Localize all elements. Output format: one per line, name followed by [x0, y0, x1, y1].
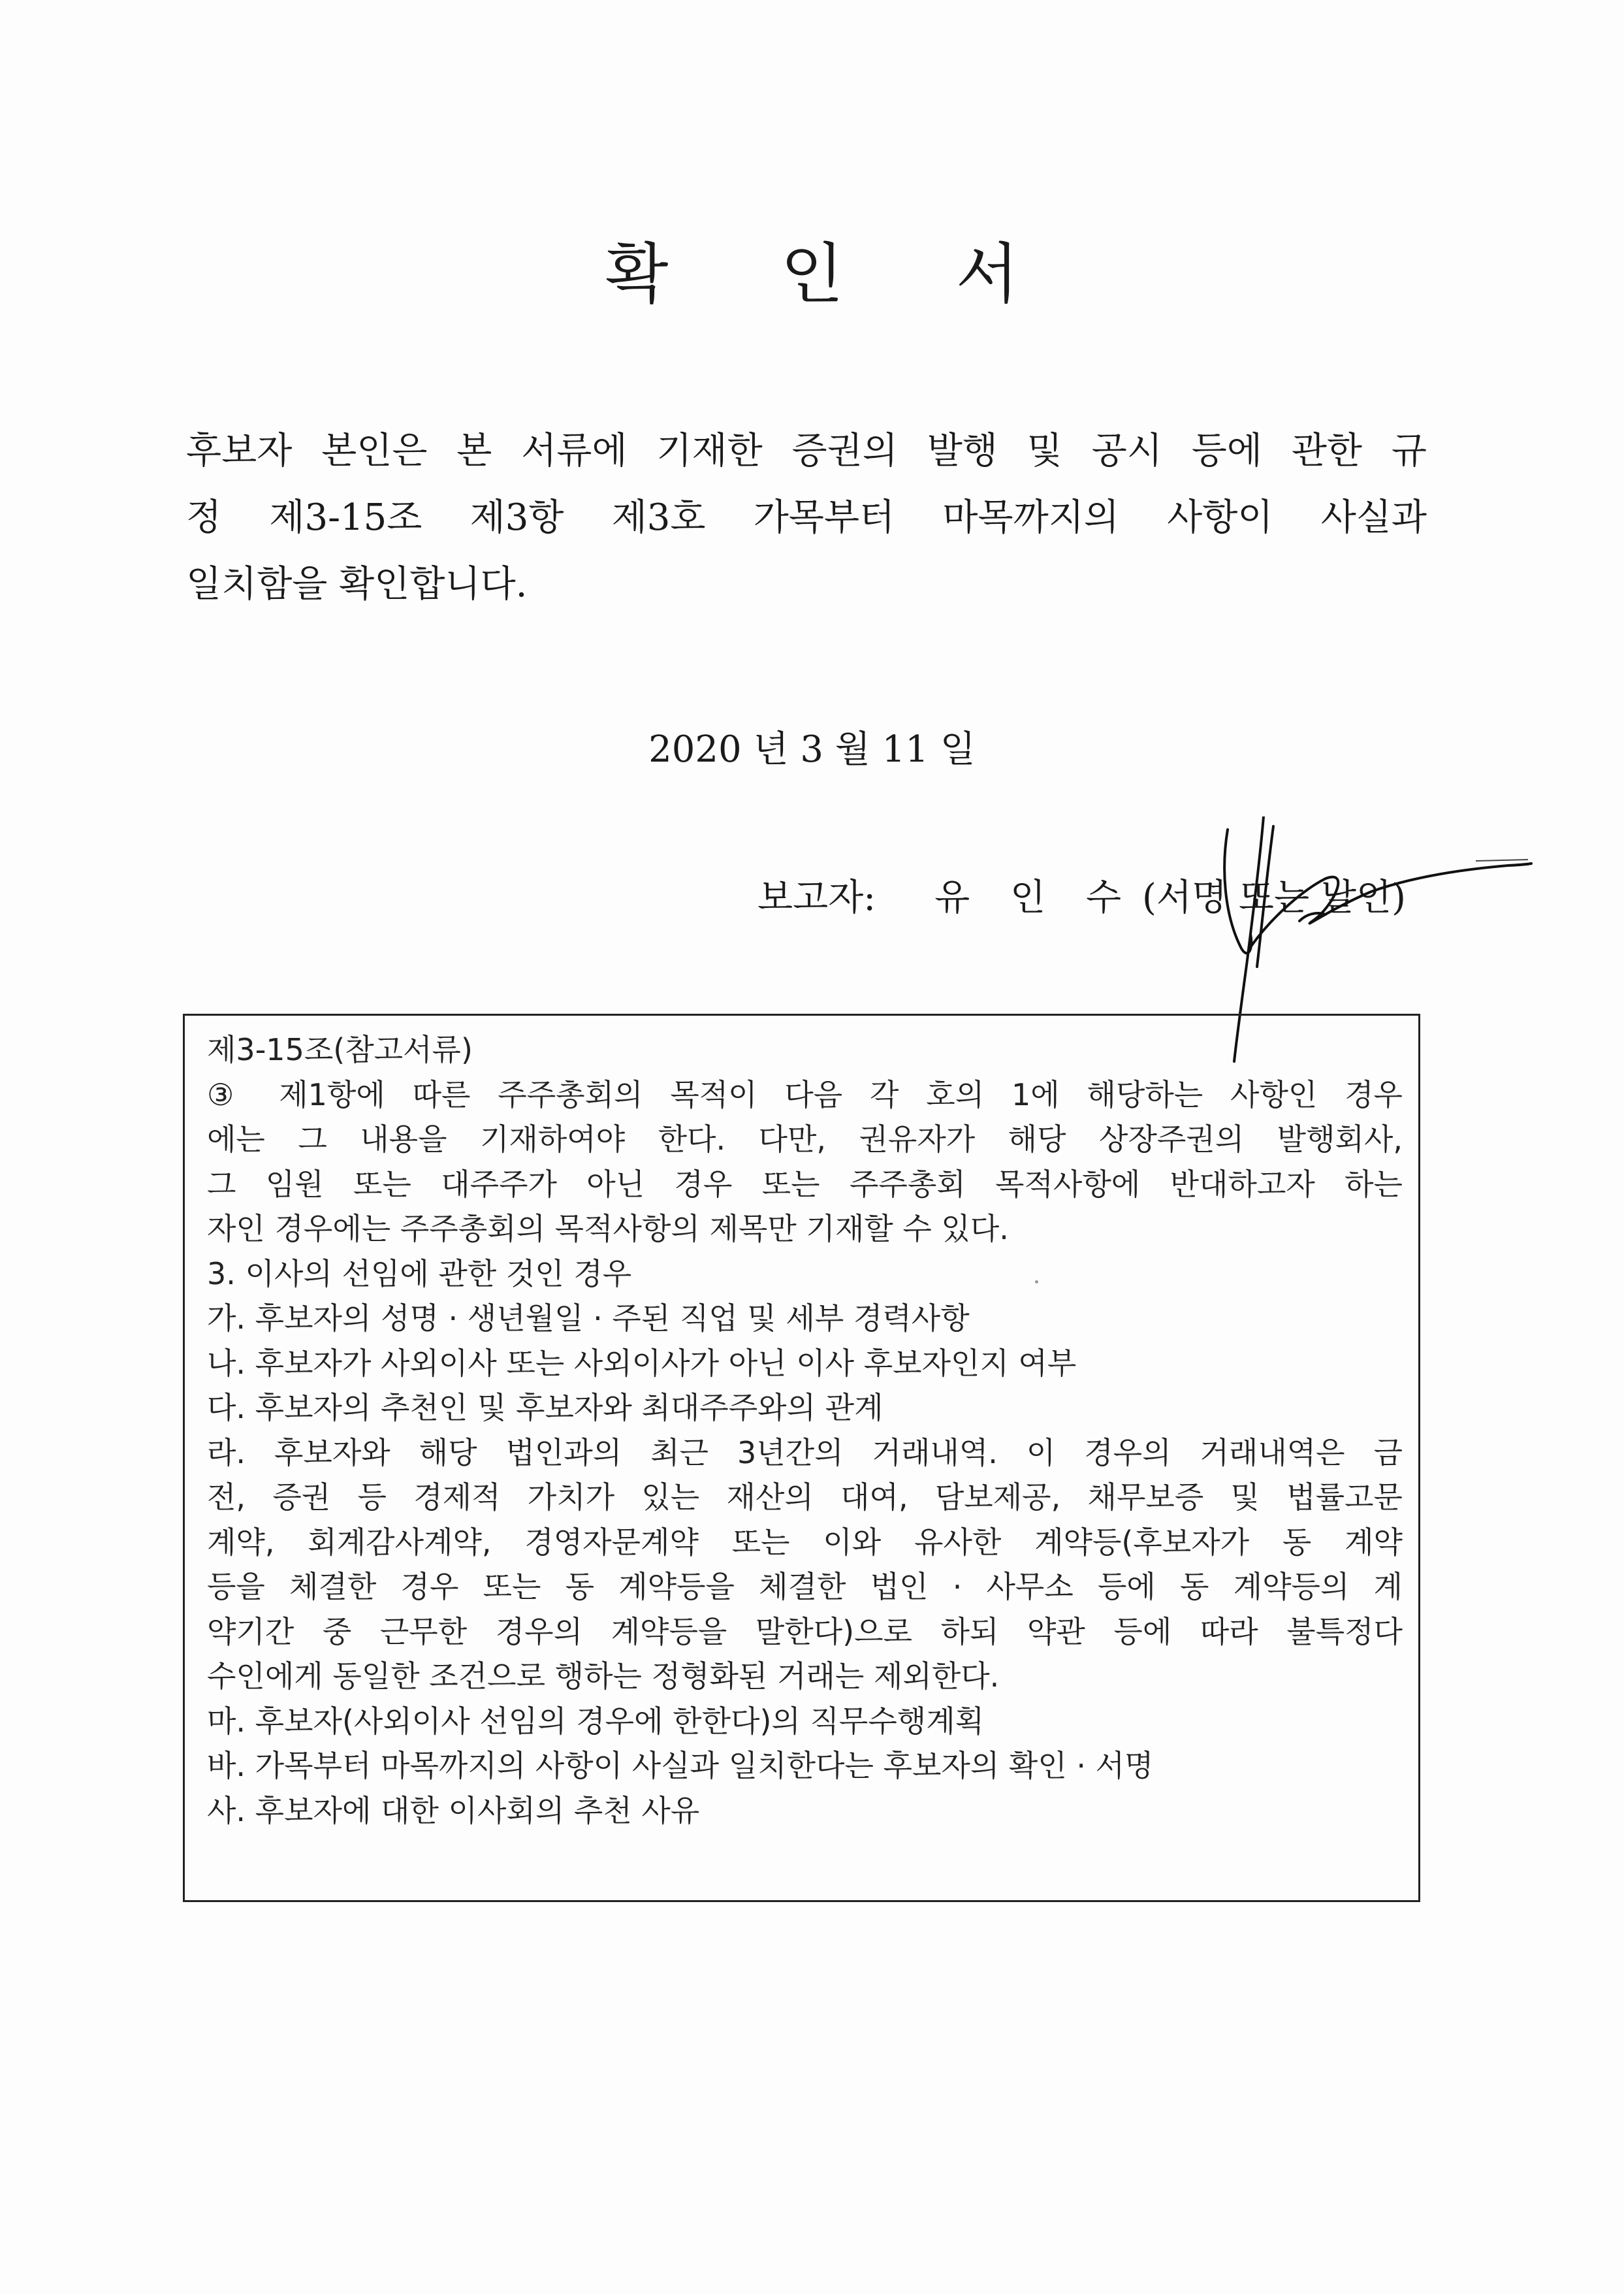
reference-line: 자인 경우에는 주주총회의 목적사항의 제목만 기재할 수 있다. [207, 1211, 1009, 1246]
document-date: 2020 년 3 월 11 일 [648, 728, 976, 771]
sign-note: (서명 또는 날인) [1142, 877, 1406, 919]
reference-line: 라. 후보자와 해당 법인과의 최근 3년간의 거래내역. 이 경우의 거래내역은 금 [207, 1434, 1403, 1470]
reference-line: 그 임원 또는 대주주가 아닌 경우 또는 주주총회 목적사항에 반대하고자 하는 [207, 1166, 1403, 1202]
reference-line: 가. 후보자의 성명 · 생년월일 · 주된 직업 및 세부 경력사항 [207, 1300, 970, 1336]
reference-line: 에는 그 내용을 기재하여야 한다. 다만, 권유자가 해당 상장주권의 발행회사, [207, 1122, 1403, 1157]
reporter-name: 유 인 수 [934, 877, 1136, 919]
scan-speck [1035, 1280, 1038, 1284]
reference-line: 사. 후보자에 대한 이사회의 추천 사유 [207, 1792, 700, 1828]
reference-line: 등을 체결한 경우 또는 동 계약등을 체결한 법인 · 사무소 등에 동 계약등의 계 [207, 1569, 1403, 1604]
reference-line: 약기간 중 근무한 경우의 계약등을 말한다)으로 하되 약관 등에 따라 불특정다 [207, 1613, 1403, 1649]
reference-heading: 제3-15조(참고서류) [207, 1032, 473, 1067]
reporter-label: 보고자: [757, 877, 876, 919]
confirmation-statement [186, 418, 1427, 618]
reference-regulation-box [183, 1014, 1420, 1902]
statement-line: 정 제3-15조 제3항 제3호 가목부터 마목까지의 사항이 사실과 [186, 496, 1427, 539]
statement-line: 후보자 본인은 본 서류에 기재한 증권의 발행 및 공시 등에 관한 규 [186, 430, 1427, 472]
document-title: 확 인 서 [605, 236, 1065, 312]
reference-line: 전, 증권 등 경제적 가치가 있는 재산의 대여, 담보제공, 채무보증 및 법률고문 [207, 1479, 1403, 1515]
reference-line: 계약, 회계감사계약, 경영자문계약 또는 이와 유사한 계약등(후보자가 동 계약 [207, 1524, 1403, 1560]
reference-line: ③ 제1항에 따른 주주총회의 목적이 다음 각 호의 1에 해당하는 사항인 경우 [207, 1076, 1403, 1112]
reference-line: 나. 후보자가 사외이사 또는 사외이사가 아닌 이사 후보자인지 여부 [207, 1345, 1077, 1381]
reference-line: 바. 가목부터 마목까지의 사항이 사실과 일치한다는 후보자의 확인 · 서명 [207, 1748, 1154, 1783]
reference-line: 다. 후보자의 추천인 및 후보자와 최대주주와의 관계 [207, 1390, 884, 1425]
reference-line: 3. 이사의 선임에 관한 것인 경우 [207, 1255, 632, 1291]
reference-line: 수인에게 동일한 조건으로 행하는 정형화된 거래는 제외한다. [207, 1658, 1000, 1694]
statement-line: 일치함을 확인합니다. [186, 563, 528, 606]
reference-line: 마. 후보자(사외이사 선임의 경우에 한한다)의 직무수행계획 [207, 1703, 985, 1739]
